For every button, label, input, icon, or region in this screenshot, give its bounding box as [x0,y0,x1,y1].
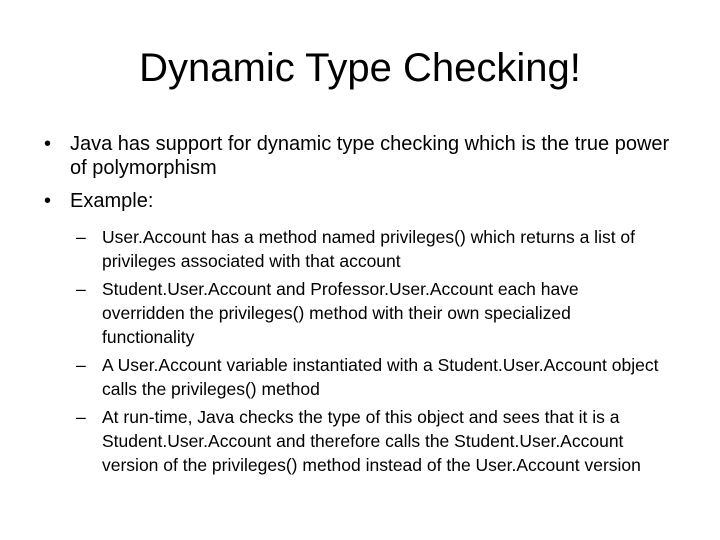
dash-marker: – [76,279,86,299]
sub-bullet-item [76,225,662,273]
bullet-text: Java has support for dynamic type checking which is the true power of polymorphism [70,133,670,179]
slide-title: Dynamic Type Checking! [139,46,581,90]
sub-bullet-text: Student.User.Account and Professor.User.Account each have overridden the privileges() method with their own specialized functionality [102,279,579,347]
sub-bullet-text: At run-time, Java checks the type of this object and sees that it is a Student.User.Account and therefore calls the Student.User.Account version of the privileges() method instead of the User.Account version [102,407,641,475]
sub-bullet-list [44,225,684,477]
bullet-list [44,132,684,486]
bullet-marker: • [44,133,52,155]
bullet-item [44,132,684,180]
sub-bullet-item [76,405,662,477]
sub-bullet-text: User.Account has a method named privileges() which returns a list of privileges associated with that account [102,227,636,271]
bullet-marker: • [44,190,52,212]
dash-marker: – [76,355,86,375]
sub-bullet-text: A User.Account variable instantiated with a Student.User.Account object calls the privileges() method [102,355,659,399]
sub-bullet-item [76,277,662,349]
bullet-item [44,189,684,477]
sub-bullet-item [76,353,662,401]
dash-marker: – [76,227,86,247]
dash-marker: – [76,407,86,427]
bullet-text: Example: [70,190,154,212]
